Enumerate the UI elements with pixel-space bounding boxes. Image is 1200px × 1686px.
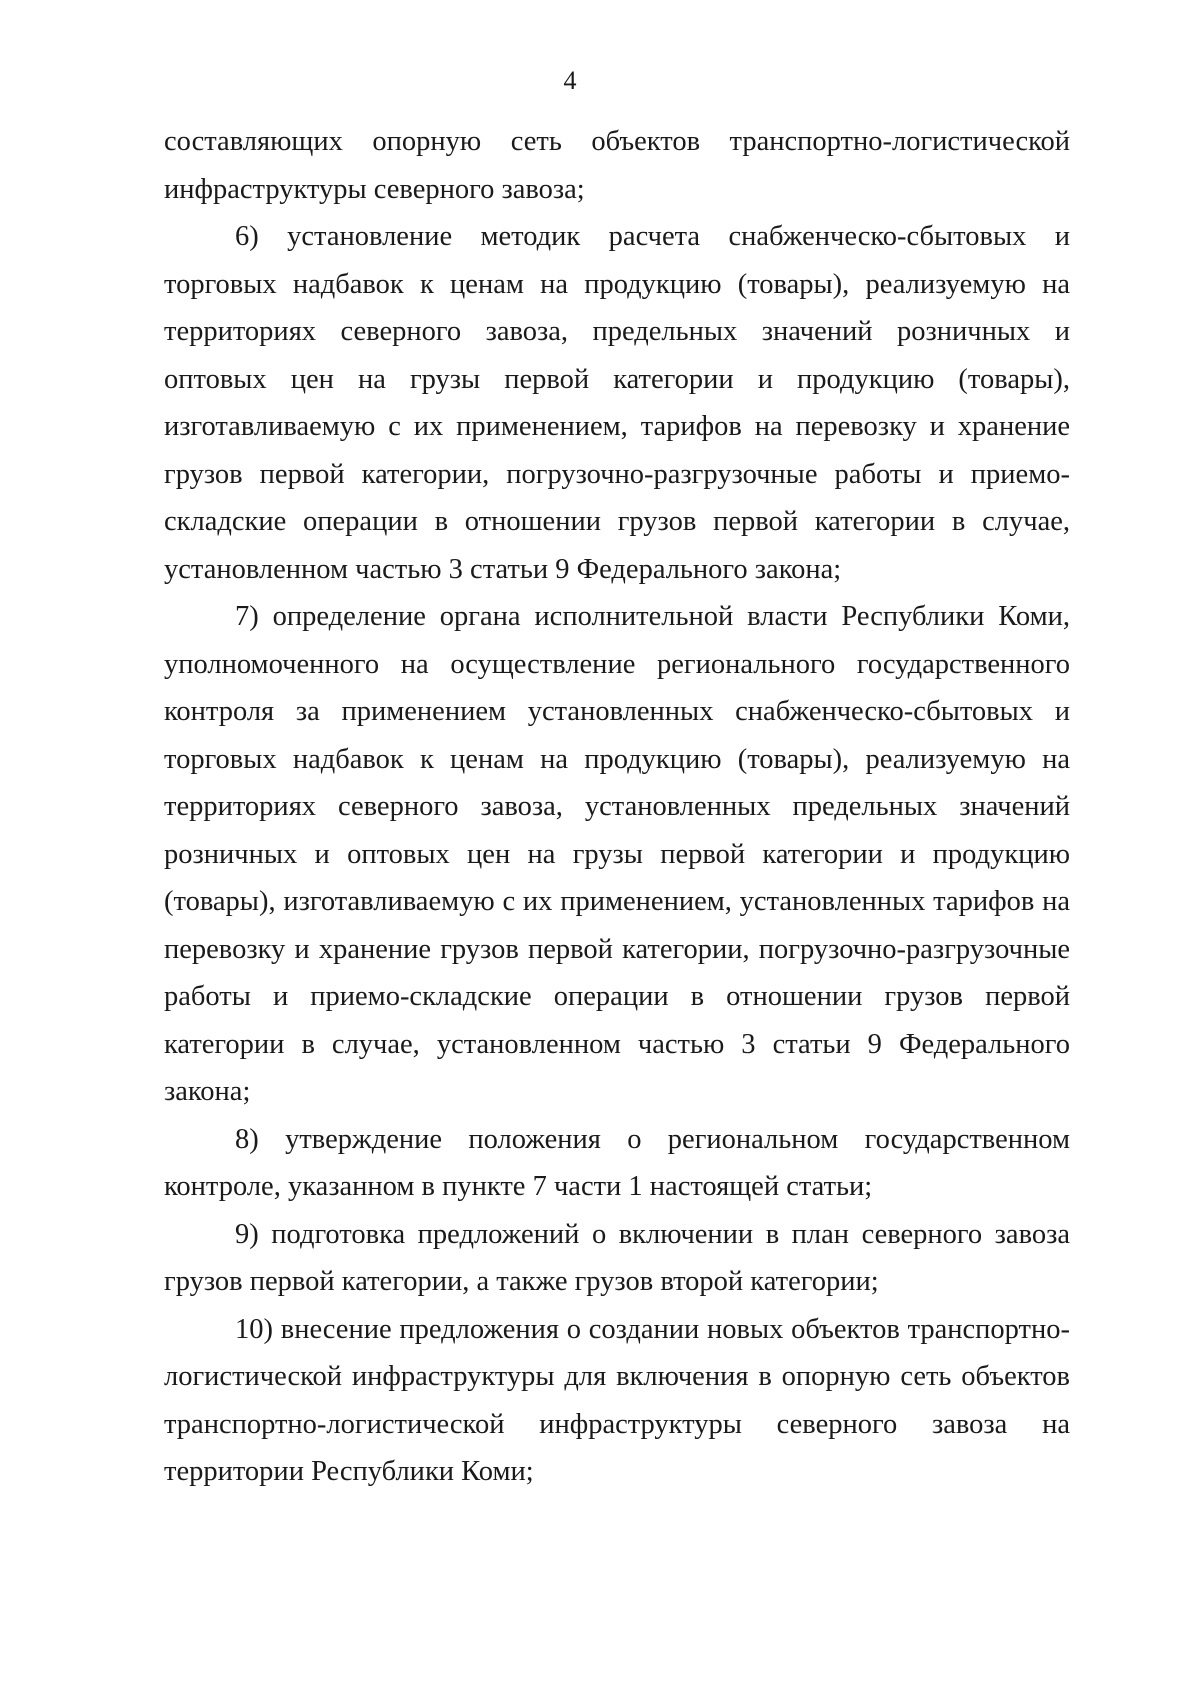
paragraph-item-8: 8) утверждение положения о региональном государственном контроле, указанном в пункте 7 части 1 настоящей статьи; [164, 1123, 1070, 1202]
document-body [164, 118, 1070, 1496]
paragraph-continuation: составляющих опорную сеть объектов транспортно-логистической инфраструктуры северного завоза; [164, 126, 1070, 205]
paragraph-item-10: 10) внесение предложения о создании новых объектов транспортно-логистической инфраструктуры для включения в опорную сеть объектов транспортно-логистической инфраструктуры северного завоза на территории Республики Коми; [164, 1313, 1070, 1487]
paragraph-item-6: 6) установление методик расчета снабженческо-сбытовых и торговых надбавок к ценам на продукцию (товары), реализуемую на территориях северного завоза, предельных значений розничных и оптовых цен на грузы первой категории и продукцию (товары), изготавливаемую с их применением, тарифов на перевозку и хранение грузов первой категории, погрузочно-разгрузочные работы и приемо-складские операции в отношении грузов первой категории в случае, установленном частью 3 статьи 9 Федерального закона; [164, 221, 1070, 585]
paragraph-item-9: 9) подготовка предложений о включении в план северного завоза грузов первой категории, а также грузов второй категории; [164, 1218, 1070, 1297]
paragraph-item-7: 7) определение органа исполнительной власти Республики Коми, уполномоченного на осуществление регионального государственного контроля за применением установленных снабженческо-сбытовых и торговых надбавок к ценам на продукцию (товары), реализуемую на территориях северного завоза, установленных предельных значений розничных и оптовых цен на грузы первой категории и продукцию (товары), изготавливаемую с их применением, установленных тарифов на перевозку и хранение грузов первой категории, погрузочно-разгрузочные работы и приемо-складские операции в отношении грузов первой категории в случае, установленном частью 3 статьи 9 Федерального закона; [164, 601, 1070, 1107]
page-number: 4 [563, 66, 577, 95]
